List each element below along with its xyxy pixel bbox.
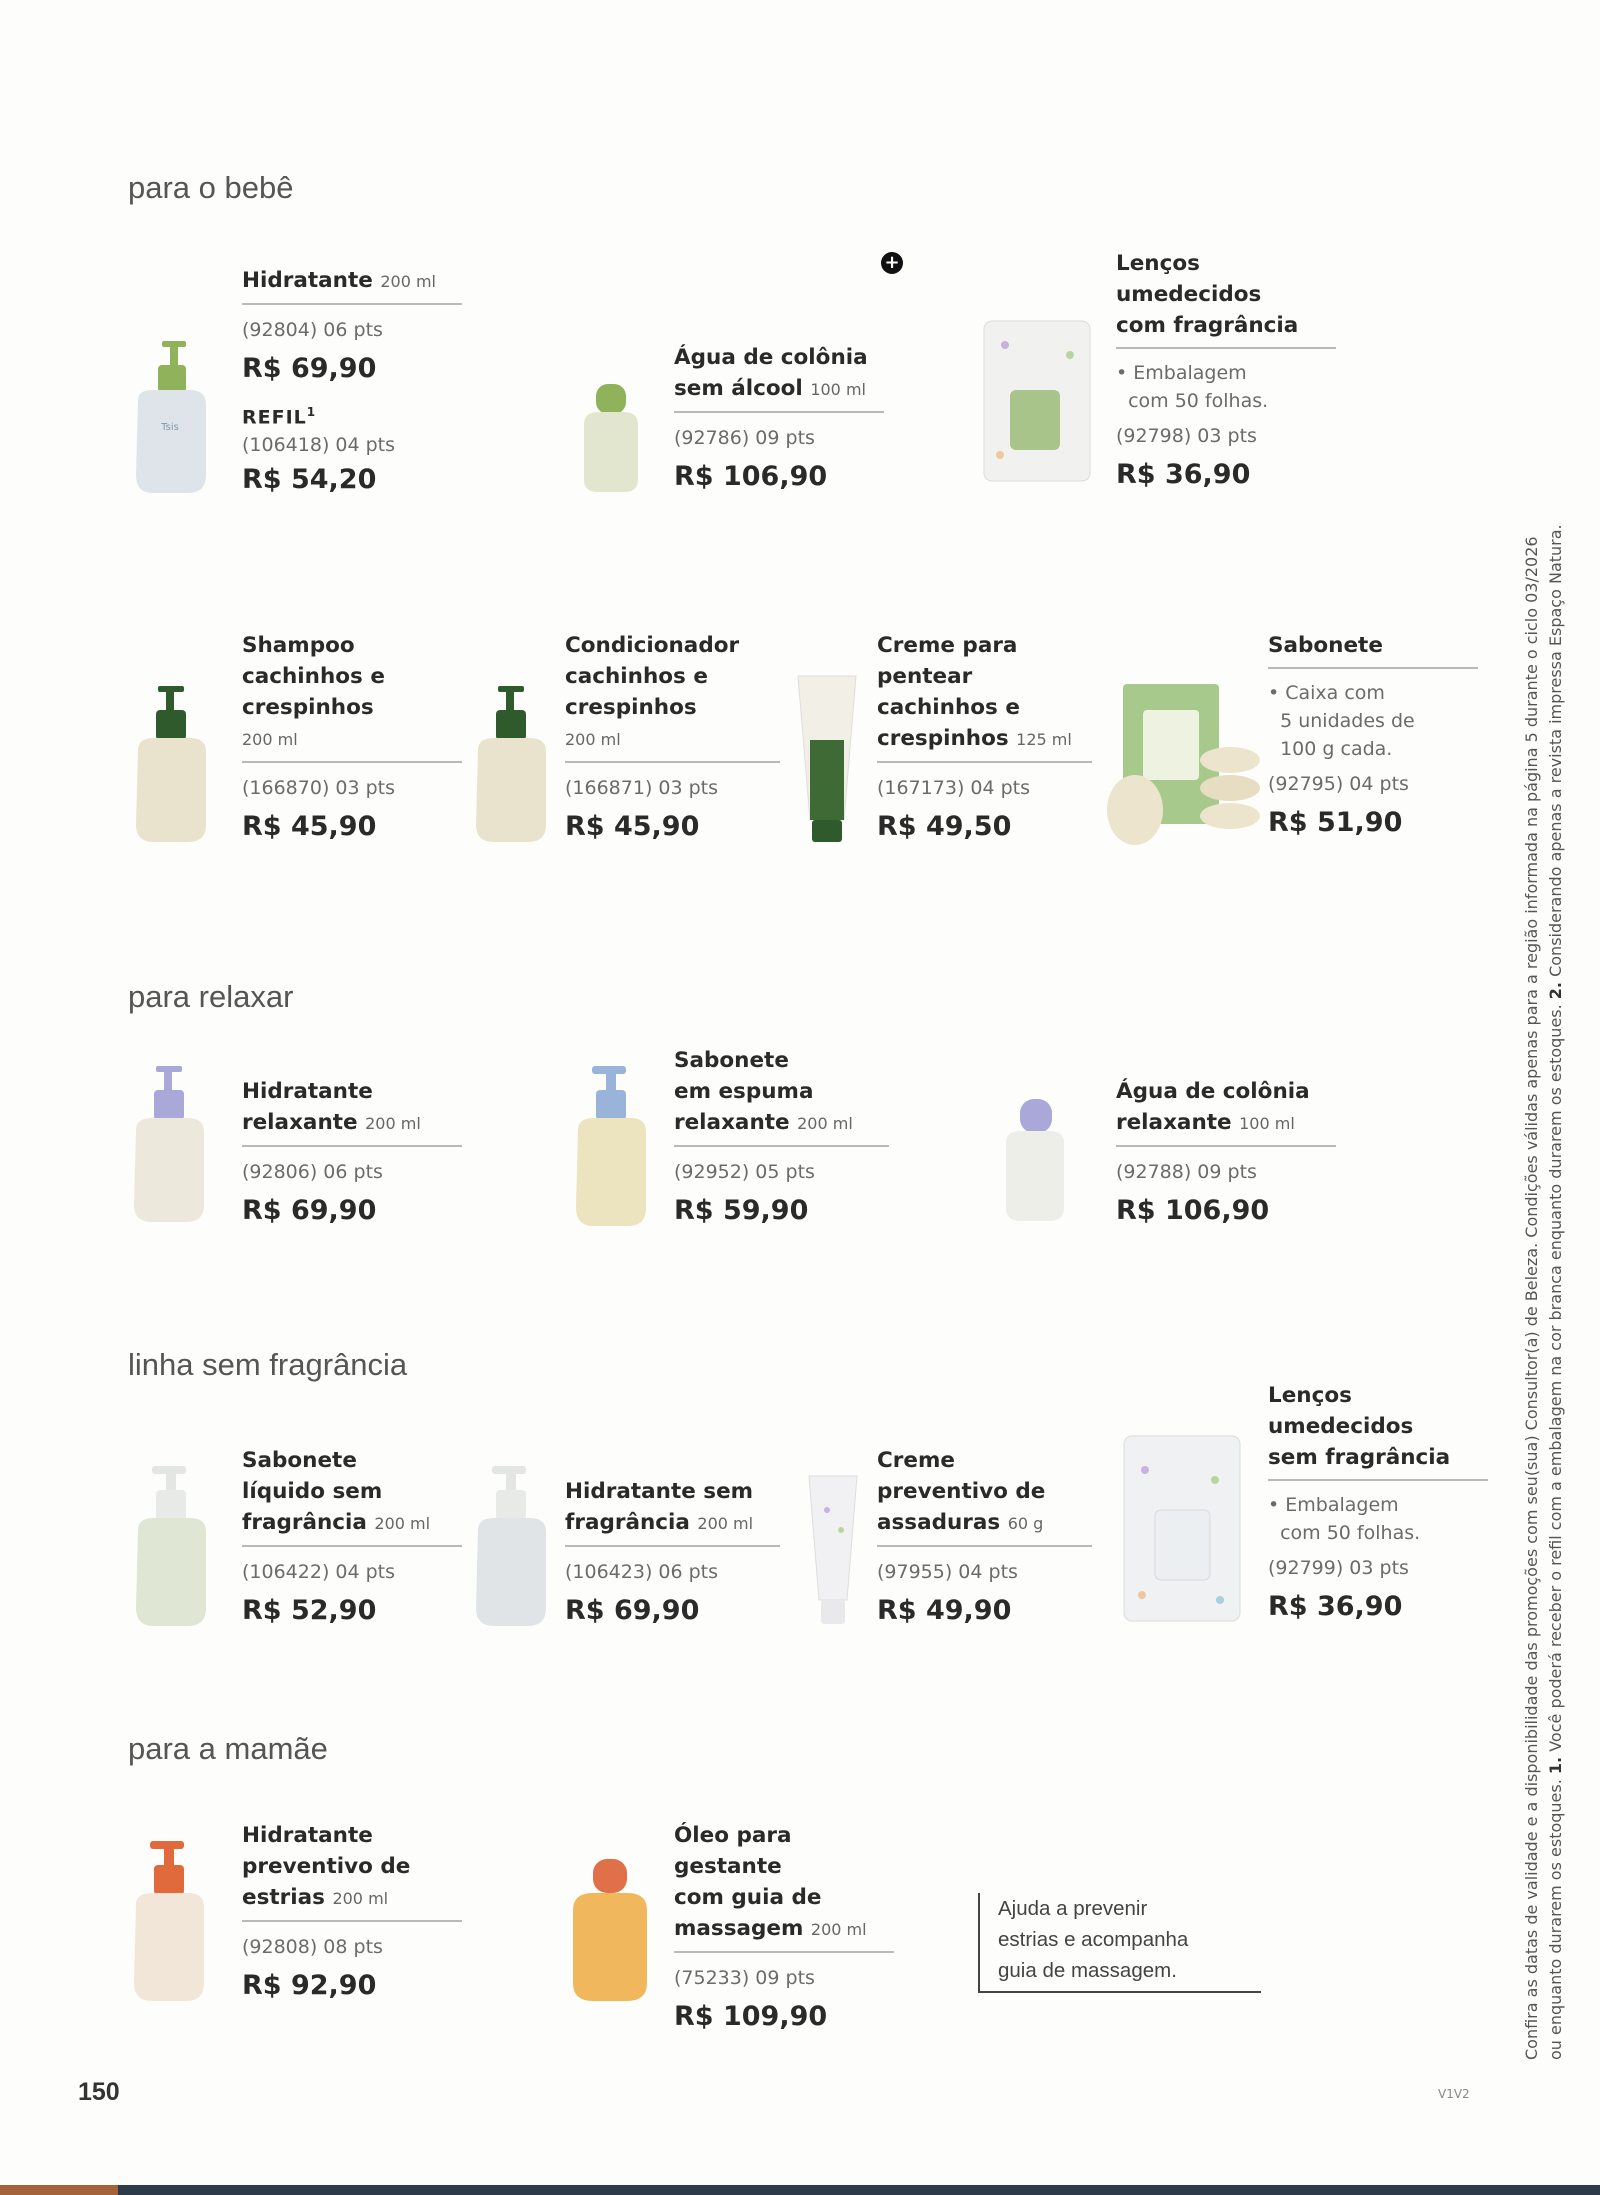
divider <box>674 1145 889 1147</box>
lencos-sem-package-image <box>1120 1430 1245 1630</box>
product-creme-pentear <box>877 630 1092 847</box>
divider <box>1116 1145 1336 1147</box>
shampoo-bottle-image <box>130 680 215 845</box>
product-name: Creme para pentear cachinhos e crespinhos 125 ml <box>877 633 1072 751</box>
product-creme-assaduras <box>877 1445 1092 1631</box>
divider <box>1268 1479 1488 1481</box>
bottom-strip <box>0 2185 1600 2195</box>
product-hidratante-relaxante <box>242 1076 462 1231</box>
svg-text:Tsis: Tsis <box>161 422 179 433</box>
product-name: Óleo para gestante com guia de massagem 200 ml <box>674 1823 867 1941</box>
product-agua-colonia <box>674 342 884 497</box>
section-title-mamae: para a mamãe <box>128 1731 328 1766</box>
divider <box>242 303 462 305</box>
divider <box>1116 347 1336 349</box>
creme-pentear-tube-image <box>792 670 862 845</box>
product-sabonete-espuma <box>674 1045 889 1231</box>
product-price: R$ 59,90 <box>674 1195 809 1226</box>
product-code: (92799) 03 pts <box>1268 1557 1409 1579</box>
product-lencos-sem <box>1268 1380 1488 1627</box>
divider <box>1268 667 1478 669</box>
product-name: Hidratante 200 ml <box>242 268 436 293</box>
product-code: (92806) 06 pts <box>242 1161 383 1183</box>
divider <box>674 411 884 413</box>
sabonete-espuma-bottle-image <box>570 1060 656 1230</box>
divider <box>565 1545 780 1547</box>
product-note: • Embalagem com 50 folhas. <box>1116 362 1269 412</box>
divider <box>877 1545 1092 1547</box>
product-code: (75233) 09 pts <box>674 1967 815 1989</box>
product-hidratante-sem <box>565 1476 780 1631</box>
product-code: (92808) 08 pts <box>242 1936 383 1958</box>
product-name: Sabonete em espuma relaxante 200 ml <box>674 1048 853 1135</box>
product-hidratante-estrias <box>242 1820 462 2006</box>
refil-label: REFIL$^1$ <box>242 405 317 429</box>
product-name: Shampoo cachinhos e crespinhos 200 ml <box>242 633 385 749</box>
product-price: R$ 69,90 <box>242 1195 377 1226</box>
product-price: R$ 69,90 <box>565 1595 700 1626</box>
product-price: R$ 106,90 <box>674 461 828 492</box>
product-name: Água de colônia relaxante 100 ml <box>1116 1079 1310 1135</box>
product-sabonete <box>1268 630 1478 843</box>
product-code: (92952) 05 pts <box>674 1161 815 1183</box>
product-code: (92795) 04 pts <box>1268 773 1409 795</box>
product-name: Água de colônia sem álcool 100 ml <box>674 345 868 401</box>
product-oleo-gestante <box>674 1820 894 2037</box>
product-agua-relaxante <box>1116 1076 1336 1231</box>
divider <box>242 1920 462 1922</box>
lencos-package-image <box>980 315 1095 485</box>
refil-code: (106418) 04 pts <box>242 434 396 457</box>
hidratante-bottle-image <box>128 335 214 495</box>
product-code: (92786) 09 pts <box>674 427 815 449</box>
product-note: • Embalagem com 50 folhas. <box>1268 1494 1421 1544</box>
product-name: Creme preventivo de assaduras 60 g <box>877 1448 1046 1535</box>
product-code: (92788) 09 pts <box>1116 1161 1257 1183</box>
hidratante-sem-bottle-image <box>470 1460 555 1630</box>
divider <box>242 1545 462 1547</box>
product-price: R$ 49,50 <box>877 811 1012 842</box>
product-price: R$ 45,90 <box>565 811 700 842</box>
hidratante-relaxante-bottle-image <box>128 1060 214 1225</box>
product-code: (92804) 06 pts <box>242 319 383 341</box>
product-price: R$ 106,90 <box>1116 1195 1270 1226</box>
oleo-gestante-bottle-image <box>565 1855 655 2005</box>
product-name: Lenços umedecidos sem fragrância <box>1268 1383 1451 1470</box>
product-price: R$ 69,90 <box>242 353 377 384</box>
product-name: Sabonete <box>1268 633 1383 658</box>
section-title-relaxar: para relaxar <box>128 979 294 1014</box>
product-price: R$ 36,90 <box>1116 459 1251 490</box>
refil-price: R$ 54,20 <box>242 464 377 496</box>
divider <box>674 1951 894 1953</box>
product-name: Hidratante preventivo de estrias 200 ml <box>242 1823 411 1910</box>
callout-underline <box>978 1991 1261 1993</box>
sabonete-box-image <box>1095 680 1265 850</box>
divider <box>877 761 1092 763</box>
product-sabonete-liquido <box>242 1445 462 1631</box>
agua-relaxante-bottle-image <box>1000 1095 1070 1225</box>
section-title-bebe: para o bebê <box>128 170 294 205</box>
divider <box>242 761 462 763</box>
condicionador-bottle-image <box>470 680 555 845</box>
product-price: R$ 45,90 <box>242 811 377 842</box>
product-price: R$ 109,90 <box>674 2001 828 2032</box>
product-name: Lenços umedecidos com fragrância <box>1116 251 1299 338</box>
callout <box>968 1893 1263 1993</box>
product-price: R$ 51,90 <box>1268 807 1403 838</box>
divider <box>565 761 780 763</box>
page-number: 150 <box>78 2078 120 2106</box>
plus-icon[interactable]: + <box>881 252 903 274</box>
product-code: (166871) 03 pts <box>565 777 719 799</box>
product-note: • Caixa com 5 unidades de 100 g cada. <box>1268 682 1415 760</box>
divider <box>242 1145 462 1147</box>
side-disclaimer: Confira as datas de validade e a disponibilidade das promoções com seu(sua) Consultor(a) de Beleza. Condições válidas apenas para a região informada na página 5 durante o ciclo 03/2026 ou enquanto durarem os estoques. 1. Você poderá receber o refil com a embalagem na cor branca enquanto durarem os estoques. 2. Considerando apenas a revista impressa Espaço Natura. <box>1522 524 1565 2060</box>
product-price: R$ 92,90 <box>242 1970 377 2001</box>
product-lencos <box>1116 248 1336 495</box>
product-price: R$ 52,90 <box>242 1595 377 1626</box>
version-code: V1V2 <box>1438 2087 1470 2101</box>
product-code: (97955) 04 pts <box>877 1561 1018 1583</box>
product-price: R$ 36,90 <box>1268 1591 1403 1622</box>
product-code: (166870) 03 pts <box>242 777 396 799</box>
creme-assaduras-tube-image <box>803 1470 863 1630</box>
bottom-accent <box>0 2185 118 2195</box>
product-price: R$ 49,90 <box>877 1595 1012 1626</box>
product-code: (106422) 04 pts <box>242 1561 396 1583</box>
product-name: Hidratante sem fragrância 200 ml <box>565 1479 754 1535</box>
product-code: (92798) 03 pts <box>1116 425 1257 447</box>
product-code: (106423) 06 pts <box>565 1561 719 1583</box>
product-hidratante <box>242 265 462 500</box>
product-condicionador <box>565 630 780 847</box>
product-name: Condicionador cachinhos e crespinhos 200 ml <box>565 633 740 749</box>
product-code: (167173) 04 pts <box>877 777 1031 799</box>
section-title-sem-fragrancia: linha sem fragrância <box>128 1347 408 1382</box>
product-shampoo <box>242 630 462 847</box>
hidratante-estrias-bottle-image <box>128 1835 216 2005</box>
product-name: Sabonete líquido sem fragrância 200 ml <box>242 1448 431 1535</box>
callout-text: Ajuda a prevenir estrias e acompanha guia de massagem. <box>998 1897 1189 1982</box>
agua-colonia-bottle-image <box>578 380 644 495</box>
callout-bracket <box>978 1893 980 1993</box>
product-name: Hidratante relaxante 200 ml <box>242 1079 421 1135</box>
sabonete-liquido-bottle-image <box>130 1460 215 1630</box>
